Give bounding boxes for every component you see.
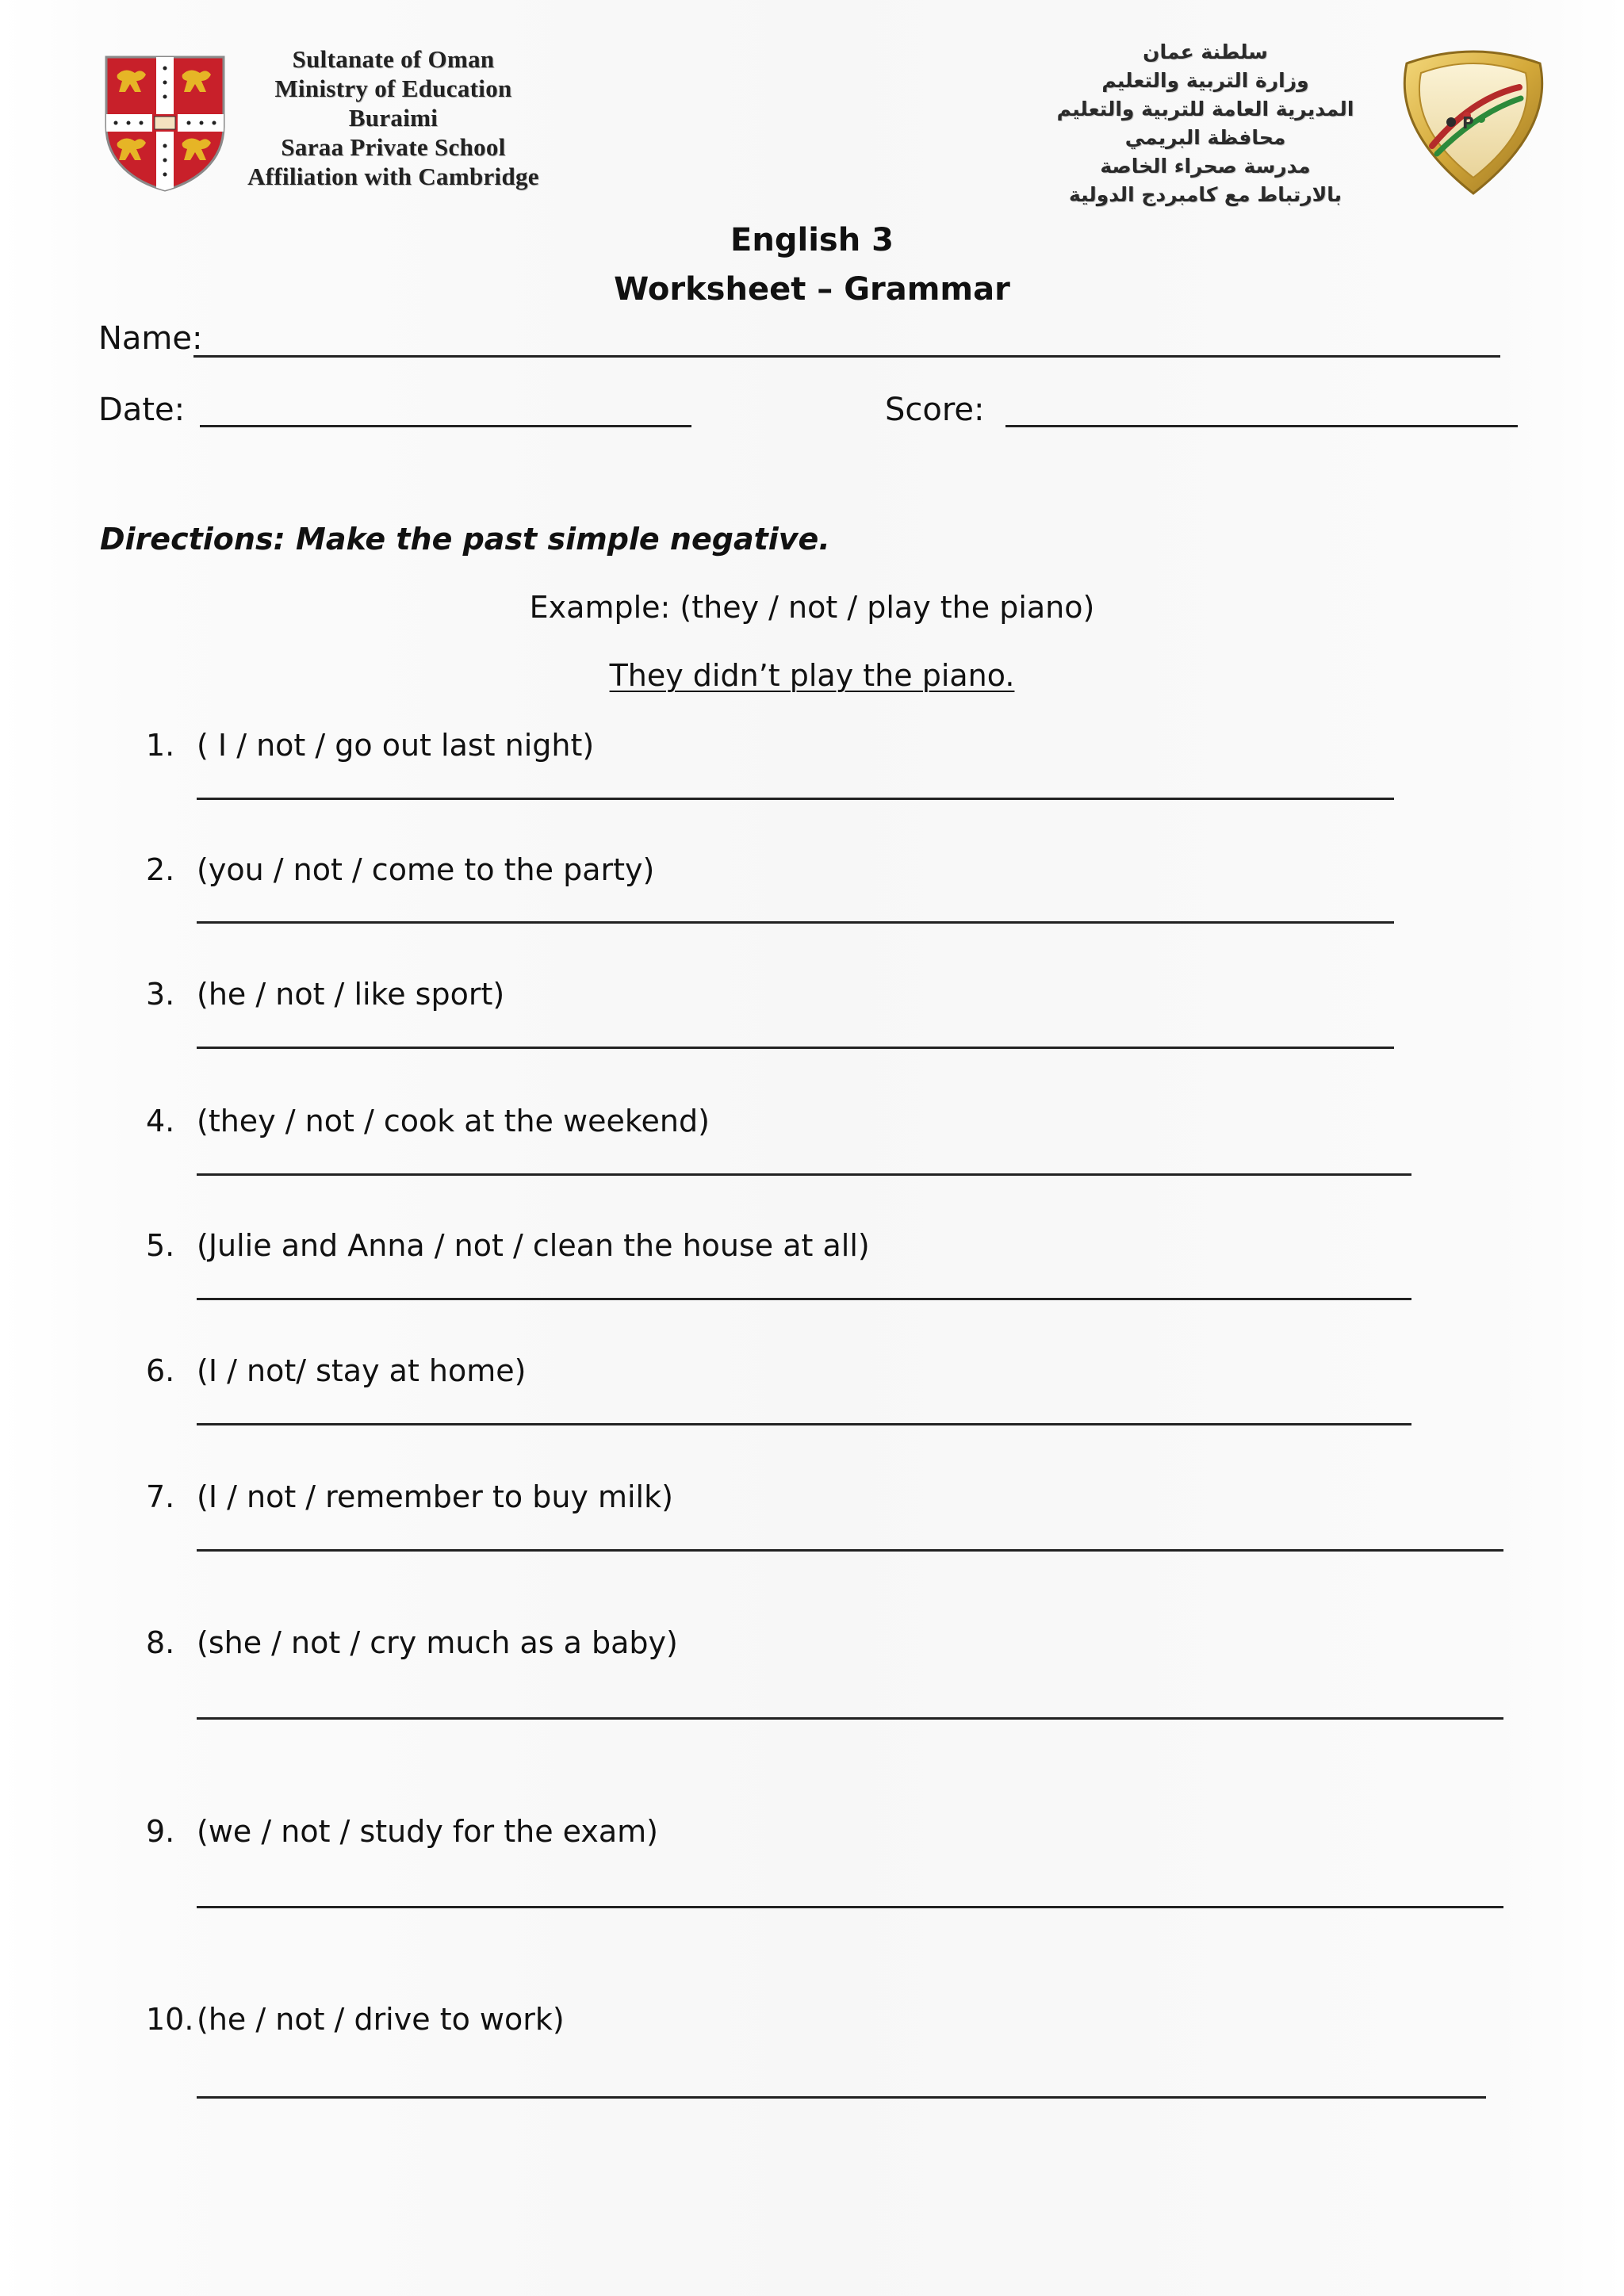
school-line: Sultanate of Oman bbox=[292, 45, 495, 73]
answer-line[interactable] bbox=[197, 921, 1394, 924]
school-line-ar: مدرسة صحراء الخاصة bbox=[1100, 155, 1311, 178]
question-prompt: (they / not / cook at the weekend) bbox=[197, 1104, 710, 1138]
question-prompt: ( I / not / go out last night) bbox=[197, 728, 595, 763]
question-number: 8. bbox=[146, 1625, 175, 1660]
question-prompt: (she / not / cry much as a baby) bbox=[197, 1625, 678, 1660]
example-answer-text: They didn’t play the piano. bbox=[609, 658, 1015, 693]
name-label: Name: bbox=[98, 320, 203, 357]
school-line-ar: وزارة التربية والتعليم bbox=[1101, 69, 1309, 92]
question-number: 5. bbox=[146, 1228, 175, 1263]
question-number: 7. bbox=[146, 1479, 175, 1514]
question-number: 6. bbox=[146, 1353, 175, 1388]
answer-line[interactable] bbox=[197, 798, 1394, 800]
question-number: 10. bbox=[146, 2002, 194, 2037]
question-number: 3. bbox=[146, 977, 175, 1012]
answer-line[interactable] bbox=[197, 1298, 1411, 1300]
example-prompt: Example: (they / not / play the piano) bbox=[529, 590, 1095, 625]
answer-line[interactable] bbox=[197, 1906, 1503, 1908]
worksheet-title: Worksheet – Grammar bbox=[614, 271, 1010, 308]
question-prompt: (you / not / come to the party) bbox=[197, 852, 655, 887]
worksheet-subject-title: English 3 bbox=[730, 222, 894, 258]
question-prompt: (I / not/ stay at home) bbox=[197, 1353, 527, 1388]
question-item bbox=[146, 977, 504, 1012]
question-item bbox=[146, 1228, 870, 1263]
date-field-line[interactable] bbox=[200, 425, 691, 427]
score-field-line[interactable] bbox=[1005, 425, 1518, 427]
question-number: 4. bbox=[146, 1104, 175, 1138]
answer-line[interactable] bbox=[197, 1423, 1411, 1425]
date-label: Date: bbox=[98, 392, 186, 428]
school-name-english bbox=[235, 44, 552, 191]
question-item bbox=[146, 1814, 658, 1849]
school-shield-logo bbox=[1385, 43, 1562, 198]
school-line: Buraimi bbox=[348, 104, 439, 132]
question-item bbox=[146, 852, 654, 887]
question-prompt: (Julie and Anna / not / clean the house at all) bbox=[197, 1228, 870, 1263]
answer-line[interactable] bbox=[197, 1047, 1394, 1049]
answer-line[interactable] bbox=[197, 2096, 1486, 2099]
answer-line[interactable] bbox=[197, 1173, 1411, 1176]
question-item bbox=[146, 1625, 678, 1660]
school-line-ar: بالارتباط مع كامبردج الدولية bbox=[1068, 183, 1342, 206]
question-item bbox=[146, 1479, 673, 1514]
score-label: Score: bbox=[885, 392, 985, 428]
question-number: 9. bbox=[146, 1814, 175, 1849]
question-prompt: (I / not / remember to buy milk) bbox=[197, 1479, 673, 1514]
school-name-arabic bbox=[1039, 38, 1372, 209]
question-prompt: (we / not / study for the exam) bbox=[197, 1814, 659, 1849]
question-item bbox=[146, 2002, 565, 2037]
school-line-ar: المديرية العامة للتربية والتعليم bbox=[1056, 98, 1354, 121]
school-line: Affiliation with Cambridge bbox=[247, 163, 539, 190]
question-number: 1. bbox=[146, 728, 175, 763]
school-line: Saraa Private School bbox=[281, 133, 506, 161]
question-number: 2. bbox=[146, 852, 175, 887]
question-item bbox=[146, 1353, 526, 1388]
question-prompt: (he / not / drive to work) bbox=[197, 2002, 565, 2037]
directions-text: Directions: Make the past simple negative. bbox=[100, 522, 830, 557]
school-line-ar: سلطنة عمان bbox=[1143, 40, 1268, 63]
name-field-line[interactable] bbox=[193, 355, 1500, 358]
question-item bbox=[146, 728, 594, 763]
cambridge-crest-logo bbox=[100, 51, 230, 193]
question-prompt: (he / not / like sport) bbox=[197, 977, 505, 1012]
answer-line[interactable] bbox=[197, 1549, 1503, 1552]
school-line-ar: محافظة البريمي bbox=[1124, 126, 1286, 149]
answer-line[interactable] bbox=[197, 1717, 1503, 1720]
school-line: Ministry of Education bbox=[274, 75, 512, 102]
example-answer bbox=[0, 658, 1624, 693]
svg-text:P: P bbox=[1462, 113, 1474, 132]
question-item bbox=[146, 1104, 710, 1138]
